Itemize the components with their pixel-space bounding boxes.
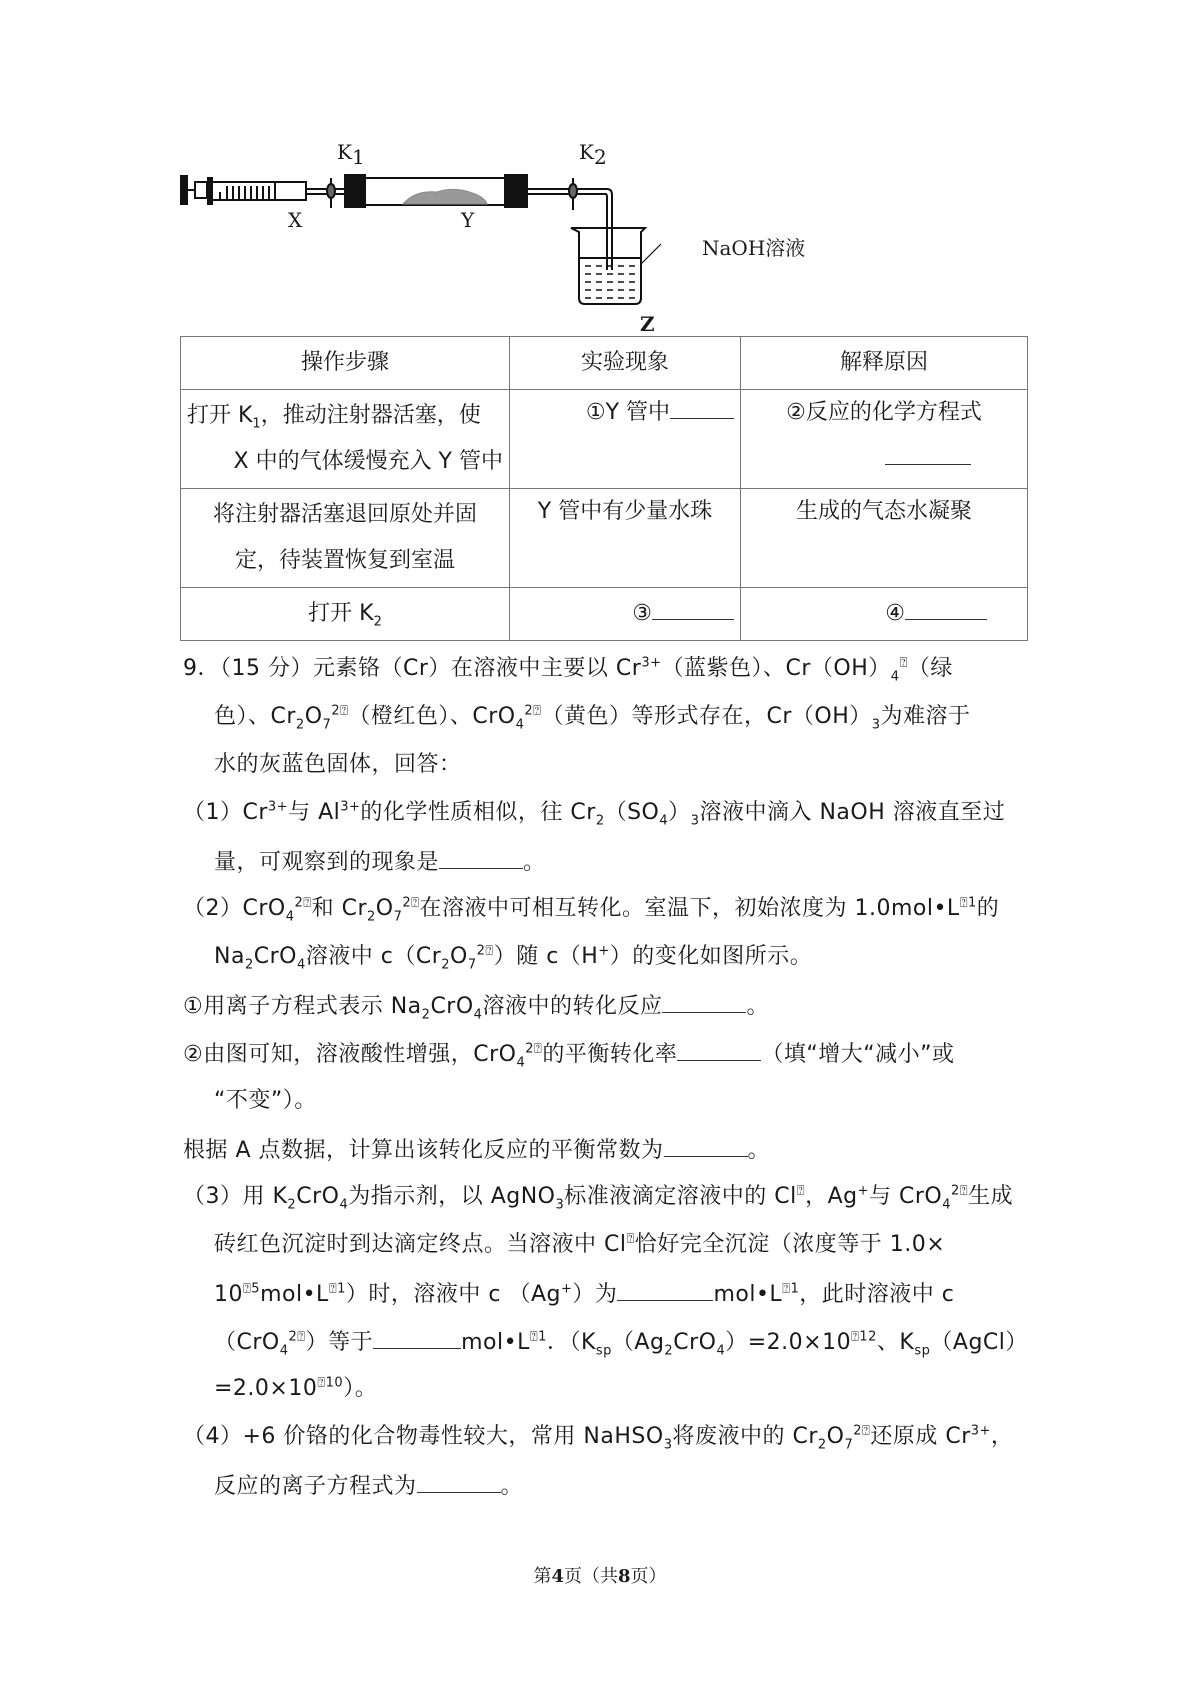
text: mol•L [260, 1282, 329, 1307]
footer-text: 页（共 [564, 1566, 618, 1587]
label-k1-sub: 1 [351, 145, 365, 169]
subscript: 2 [367, 909, 376, 925]
cell-phenomenon [510, 489, 741, 588]
text: （SO [604, 800, 660, 825]
superscript: ⍰ [796, 1183, 806, 1199]
superscript: + [561, 1281, 573, 1297]
text: CrO [673, 1330, 717, 1355]
subscript: 2 [441, 957, 451, 973]
q9-part1-line2 [214, 846, 546, 878]
cell-step [181, 588, 510, 641]
subscript: 4 [473, 1007, 483, 1023]
text: ．（K [546, 1330, 596, 1355]
q9-part3-line1 [183, 1182, 1013, 1212]
answer-blank-part4[interactable] [417, 1470, 501, 1493]
text: ）时，溶液中 c （Ag [345, 1282, 562, 1307]
text: （黄色）等形式存在，Cr（OH） [541, 704, 872, 729]
header-step: 操作步骤 [181, 337, 510, 390]
text: 生成 [968, 1184, 1014, 1209]
q9-intro-line2 [214, 702, 971, 732]
text: 在溶液中可相互转化。室温下，初始浓度为 1.0mol•L [419, 896, 960, 921]
valve-k2 [569, 178, 577, 210]
answer-blank-1[interactable] [670, 396, 734, 419]
text: ）=2.0×10 [725, 1330, 852, 1355]
label-naoh-solution: NaOH溶液 [702, 236, 806, 260]
text: ，此时溶液中 c [799, 1282, 955, 1307]
cell-phenomenon-line: Y 管中有少量水珠 [537, 499, 713, 524]
text: Na [214, 944, 245, 969]
superscript: 2⍰ [853, 1423, 871, 1439]
cell-reason-line2 [747, 436, 1021, 482]
superscript: ⍰1 [328, 1281, 346, 1297]
text: 的化学性质相似，往 Cr [360, 800, 596, 825]
q9-part3-line2 [214, 1230, 945, 1260]
page-number: 4 [551, 1566, 564, 1587]
subscript: sp [914, 1343, 931, 1359]
superscript: 3+ [970, 1423, 991, 1439]
superscript: ⍰ [626, 1231, 635, 1247]
text: ，推动注射器活塞，使 [260, 403, 481, 428]
subscript: 4 [279, 1343, 289, 1359]
subscript: 7 [393, 909, 403, 925]
text: 与 Al [288, 800, 341, 825]
text: 反应的离子方程式为 [214, 1474, 417, 1499]
header-phenomenon: 实验现象 [510, 337, 741, 390]
superscript: 2⍰ [331, 703, 349, 719]
text: =2.0×10 [214, 1376, 318, 1401]
footer-text: 第 [533, 1566, 552, 1587]
label-k1 [337, 140, 365, 169]
superscript: ⍰12 [851, 1329, 877, 1345]
subscript: 3 [555, 1197, 565, 1213]
tube-y [345, 175, 595, 207]
superscript: ⍰ [899, 655, 908, 671]
cell-reason-line1: ②反应的化学方程式 [786, 400, 982, 425]
subscript: 2 [244, 957, 254, 973]
header-reason: 解释原因 [741, 337, 1028, 390]
text: 砖红色沉淀时到达滴定终点。当溶液中 Cl [214, 1232, 627, 1257]
table-row [181, 390, 1028, 489]
superscript: + [857, 1183, 869, 1199]
superscript: 2⍰ [294, 895, 312, 911]
answer-blank-3[interactable] [652, 597, 734, 620]
superscript: 2⍰ [402, 895, 420, 911]
text: O [375, 896, 394, 921]
q9-part2-sub2 [183, 1038, 955, 1070]
text: 的 [976, 896, 1000, 921]
q9-part3-line5 [214, 1374, 377, 1404]
text: 色）、Cr [214, 704, 296, 729]
cell-phenomenon [510, 588, 741, 641]
text: ， [990, 1424, 1014, 1449]
text: 。 [523, 850, 546, 875]
subscript: 3 [663, 1437, 673, 1453]
text: 将废液中的 Cr [672, 1424, 818, 1449]
total-pages: 8 [618, 1566, 631, 1587]
text: 的平衡转化率 [542, 1042, 678, 1067]
cell-reason [741, 588, 1028, 641]
text: O [826, 1424, 845, 1449]
text: （2）CrO [183, 896, 286, 921]
text: ③ [632, 601, 652, 626]
text: 打开 K [308, 601, 374, 626]
subscript: 4 [339, 1197, 349, 1213]
subscript: 1 [252, 416, 261, 432]
text: 根据 A 点数据，计算出该转化反应的平衡常数为 [183, 1138, 664, 1163]
cell-reason-line: 生成的气态水凝聚 [795, 499, 972, 524]
superscript: ⍰1 [959, 895, 977, 911]
cell-step-line1: 将注射器活塞退回原处并固 [212, 502, 477, 527]
text: （3）用 K [183, 1184, 288, 1209]
text: mol•L [461, 1330, 530, 1355]
text: O [450, 944, 468, 969]
text: （橙红色）、CrO [348, 704, 516, 729]
text: （绿 [907, 656, 953, 681]
question-number: 9． [183, 656, 220, 681]
text: ） [668, 800, 691, 825]
text: CrO [296, 1184, 340, 1209]
subscript: 4 [515, 717, 525, 733]
text: 还原成 Cr [870, 1424, 971, 1449]
label-k2-letter: K [579, 140, 594, 164]
q9-part2-line1 [183, 894, 999, 924]
label-k2 [579, 140, 607, 169]
subscript: 4 [296, 957, 306, 973]
text: ）等于 [305, 1330, 374, 1355]
subscript: 7 [467, 957, 477, 973]
text: （Ag [611, 1330, 665, 1355]
cell-step-line2: X 中的气体缓慢充入 Y 管中 [233, 449, 503, 474]
text: ，Ag [805, 1184, 858, 1209]
text: 量，可观察到的现象是 [214, 850, 440, 875]
text: mol•L [713, 1282, 783, 1307]
subscript: 7 [322, 717, 332, 733]
subscript: 4 [285, 909, 295, 925]
apparatus-diagram [175, 140, 855, 340]
cell-reason [741, 390, 1028, 489]
text: 溶液中滴入 NaOH 溶液直至过 [699, 800, 1006, 825]
question-score: （15 分） [220, 656, 313, 681]
answer-blank-part2-2[interactable] [677, 1038, 761, 1061]
q9-part2-sub3 [183, 1134, 770, 1166]
text: 10 [214, 1282, 243, 1307]
text: ④ [885, 601, 905, 626]
text: 。 [500, 1474, 524, 1499]
subscript: 2 [295, 717, 305, 733]
subscript: 3 [690, 813, 700, 829]
q9-intro-line3: 水的灰蓝色固体，回答： [214, 752, 462, 777]
text: CrO [430, 994, 474, 1019]
text: ①用离子方程式表示 Na [183, 994, 422, 1019]
text: O [304, 704, 323, 729]
subscript: 2 [421, 1007, 431, 1023]
subscript: 2 [287, 1197, 297, 1213]
text: ②由图可知，溶液酸性增强，CrO [183, 1042, 517, 1067]
answer-blank-part3-2[interactable] [373, 1326, 461, 1349]
superscript: 2⍰ [525, 1041, 543, 1057]
q9-part1-line1 [183, 798, 1005, 828]
answer-blank-part2-1[interactable] [662, 990, 746, 1013]
label-k1-letter: K [337, 140, 352, 164]
q9-part3-line4 [214, 1326, 1028, 1358]
superscript: 2⍰ [524, 703, 542, 719]
text: 和 Cr [311, 896, 367, 921]
superscript: ⍰1 [529, 1329, 547, 1345]
q9-intro-line1 [183, 654, 953, 684]
subscript: 4 [516, 1055, 526, 1071]
subscript: 4 [659, 813, 669, 829]
text: （填“增大“减小”或 [761, 1042, 955, 1067]
subscript: 4 [716, 1343, 726, 1359]
text: CrO [253, 944, 297, 969]
text: ）为 [572, 1282, 618, 1307]
text: 标准液滴定溶液中的 Cl [564, 1184, 797, 1209]
text: ）。 [343, 1376, 378, 1401]
subscript: 2 [664, 1343, 674, 1359]
q9-part4-line2 [214, 1470, 523, 1502]
beaker-z [571, 228, 661, 304]
text: （CrO [214, 1330, 280, 1355]
cell-phenomenon [510, 390, 741, 489]
text: 溶液中 c（Cr [305, 944, 442, 969]
text: 打开 K [187, 403, 253, 428]
superscript: 2⍰ [476, 943, 494, 959]
text: 。 [747, 1138, 771, 1163]
cell-step [181, 489, 510, 588]
text: 溶液中的转化反应 [482, 994, 663, 1019]
superscript: ⍰10 [317, 1375, 344, 1391]
text: 元素铬（Cr）在溶液中主要以 Cr [313, 656, 642, 681]
table-row [181, 588, 1028, 641]
q9-part2-sub2-line2: “不变”）。 [214, 1088, 317, 1113]
text: （1）Cr [183, 800, 268, 825]
answer-blank-part3-1[interactable] [617, 1278, 713, 1301]
q9-part2-line2 [214, 942, 812, 972]
page-footer [0, 1562, 1200, 1588]
cell-reason [741, 489, 1028, 588]
text: 、K [876, 1330, 915, 1355]
answer-blank-part2-3[interactable] [664, 1134, 748, 1157]
cell-step-line1 [187, 393, 503, 439]
subscript: 3 [871, 717, 881, 733]
valve-k1 [327, 178, 335, 208]
q9-part4-line1 [183, 1422, 1013, 1452]
text: 为难溶于 [880, 704, 971, 729]
text: ）的变化如图所示。 [609, 944, 813, 969]
text: 与 CrO [869, 1184, 943, 1209]
subscript: 4 [942, 1197, 951, 1213]
table-row [181, 489, 1028, 588]
answer-blank-part1[interactable] [439, 846, 523, 869]
label-z: Z [640, 312, 655, 336]
superscript: ⍰5 [243, 1281, 261, 1297]
footer-text: 页） [630, 1566, 667, 1587]
table-header-row [181, 337, 1028, 390]
text: （蓝紫色）、Cr（OH） [661, 656, 891, 681]
q9-part3-line3 [214, 1278, 954, 1310]
superscript: ⍰1 [782, 1281, 800, 1297]
text: 恰好完全沉淀（浓度等于 1.0× [634, 1232, 946, 1257]
superscript: 3+ [267, 799, 289, 815]
experiment-table [180, 336, 1028, 641]
text: ）随 c（H [493, 944, 599, 969]
label-x: X [288, 208, 303, 232]
answer-blank-2[interactable] [885, 442, 971, 465]
syringe-x [181, 176, 345, 204]
subscript: 4 [890, 669, 900, 685]
subscript: sp [595, 1343, 612, 1359]
superscript: 3+ [641, 655, 662, 671]
superscript: 2⍰ [288, 1329, 306, 1345]
superscript: 3+ [340, 799, 361, 815]
superscript: + [598, 943, 610, 959]
subscript: 7 [844, 1437, 854, 1453]
cell-phenomenon-line [516, 390, 734, 436]
subscript: 2 [373, 614, 382, 630]
text: 为指示剂，以 AgNO [348, 1184, 556, 1209]
cell-step-line2: 定，待装置恢复到室温 [234, 548, 455, 573]
label-y: Y [461, 208, 475, 232]
q9-part2-sub1 [183, 990, 769, 1022]
answer-blank-4[interactable] [905, 597, 987, 620]
cell-step [181, 390, 510, 489]
superscript: 2⍰ [951, 1183, 969, 1199]
text: 。 [746, 994, 769, 1019]
text: ①Y 管中 [585, 400, 670, 425]
subscript: 2 [595, 813, 605, 829]
text: （AgCl） [930, 1330, 1028, 1355]
text: （4）+6 价铬的化合物毒性较大，常用 NaHSO [183, 1424, 664, 1449]
label-k2-sub: 2 [593, 145, 607, 169]
subscript: 2 [817, 1437, 827, 1453]
